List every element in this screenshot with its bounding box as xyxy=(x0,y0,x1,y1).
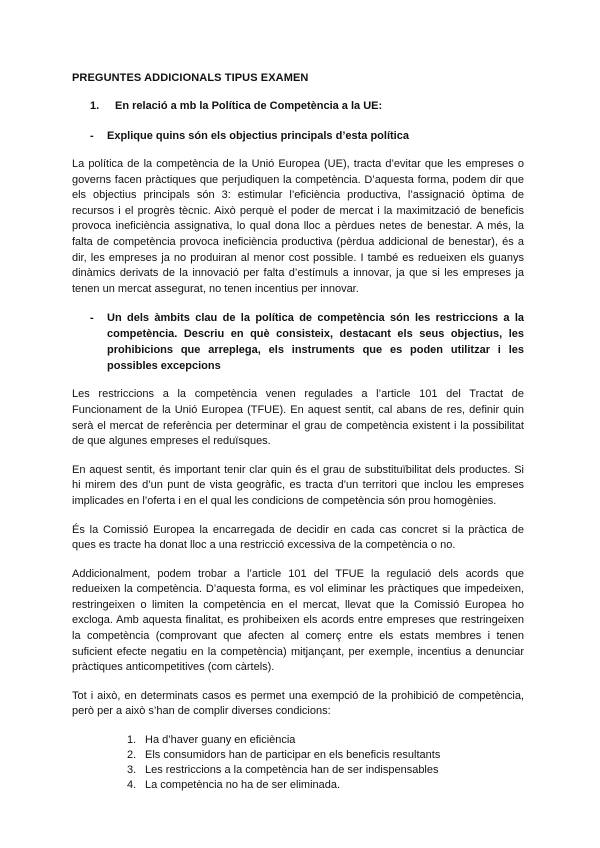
subquestion-1 xyxy=(72,128,524,144)
list-item: 1. Ha d’haver guany en eficiència xyxy=(127,734,296,747)
list-item: 3. Les restriccions a la competència han de ser indispensables xyxy=(127,764,439,777)
subquestion-1-dash: - xyxy=(90,130,94,142)
conditions-list xyxy=(72,733,524,793)
subquestion-1-text: Explique quins són els objectius principals d’esta política xyxy=(107,130,409,142)
paragraph-agreements: Addicionalment, podem trobar a l’article 101 del TFUE la regulació dels acords que redueixen la competència. D’aquesta forma, es vol eliminar les pràctiques que impedeixen, restringeixen o limiten la competència en el mercat, llevat que la Comissió Europea ho excloga. Amb aquesta finalitat, es prohibeixen els acords entre empreses que restringeixen la competència (comprovant que afecten al comerç entre els estats membres i tenen suficient efecte negatiu en la competència) mitjançant, per exemple, incentius a denunciar pràctiques anticompetitives (com càrtels). xyxy=(72,567,524,674)
list-item: 4. La competència no ha de ser eliminada. xyxy=(127,779,341,792)
paragraph-regulation: Les restriccions a la competència venen regulades a l’article 101 del Tractat de Funcionament de la Unió Europea (TFUE). En aquest sentit, cal abans de res, definir quin serà el mercat de referència per determinar el grau de competència existent i la possibilitat de que algunes empreses el reduïsques. xyxy=(72,388,524,448)
question-1 xyxy=(72,100,524,112)
question-1-number: 1. xyxy=(90,100,100,112)
paragraph-objectives: La política de la competència de la Unió Europea (UE), tracta d’evitar que les empreses o governs facen pràctiques que perjudiquen la competència. D’aquesta forma, podem dir que els objectius principals són 3: estimular l’eficiència productiva, l’assignació òptima de recursos i el progrès tècnic. Això perquè el poder de mercat i la maximització de beneficis provoca ineficiència assignativa, lo qual dona lloc a pèrdues netes de benestar. A més, la falta de competència provoca ineficiència productiva (pèrdua addicional de benestar), és a dir, les empreses ja no produiran al menor cost possible. I també es redueixen els guanys dinàmics derivats de la innovació per falta d’estímuls a innovar, ja que si les empreses ja tenen un mercat assegurat, no tenen incentius per innovar. xyxy=(72,158,524,295)
subquestion-2-dash: - xyxy=(90,312,94,325)
paragraph-commission: És la Comissió Europea la encarregada de decidir en cada cas concret si la pràctica de ques es tracte ha donat lloc a una restricció excessiva de la competència o no. xyxy=(72,523,524,552)
paragraph-substitutability: En aquest sentit, és important tenir clar quin és el grau de substituïbilitat dels productes. Si hi mirem des d’un punt de vista geogràfic, es tracta d’un territori que inclou les empreses implicades en l’oferta i en el qual les condicions de competència són prou homogènies. xyxy=(72,463,524,507)
list-item: 2. Els consumidors han de participar en els beneficis resultants xyxy=(127,749,441,762)
question-1-text: En relació a mb la Política de Competència a la UE: xyxy=(115,100,383,112)
paragraph-exemption: Tot i això, en determinats casos es permet una exempció de la prohibició de competència, però per a això s’han de complir diverses condicions: xyxy=(72,689,524,718)
subquestion-2 xyxy=(72,310,524,374)
subquestion-2-text: Un dels àmbits clau de la política de competència són les restriccions a la competència. Descriu en què consisteix, destacant els seus objectius, les prohibicions que arreplega, els instruments que es poden utilitzar i les possibles excepcions xyxy=(107,312,524,373)
document-title: PREGUNTES ADDICIONALS TIPUS EXAMEN xyxy=(72,72,309,84)
